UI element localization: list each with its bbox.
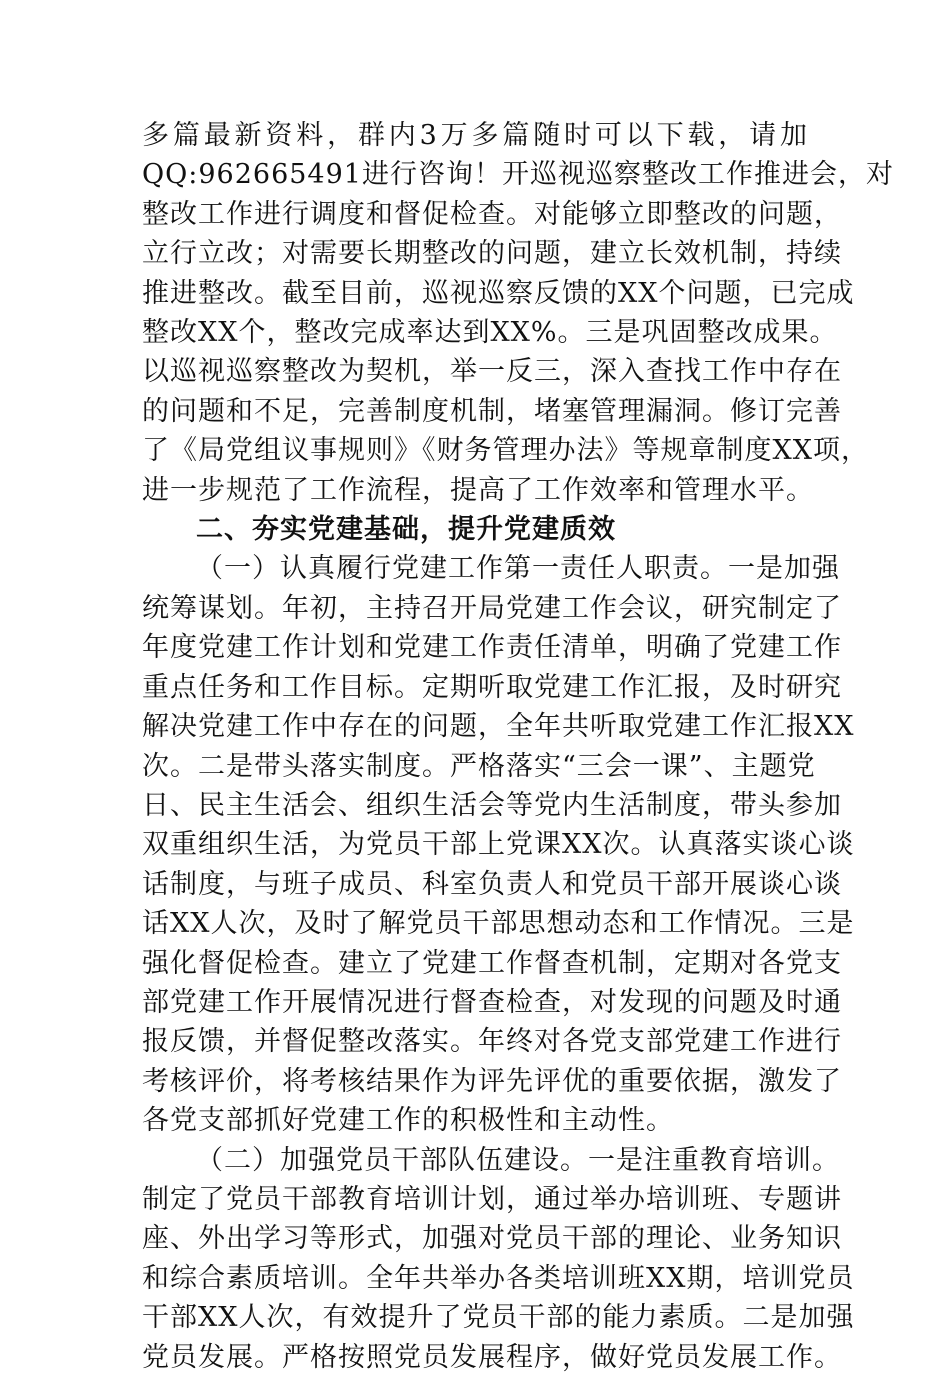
- text-line: 多篇最新资料，群内3万多篇随时可以下载，请加: [142, 120, 808, 151]
- document-body: [142, 116, 894, 1377]
- text-line: 年度党建工作计划和党建工作责任清单，明确了党建工作: [142, 632, 842, 664]
- text-line-first: [142, 1141, 840, 1180]
- text-fragment: 一是注重教育培训。: [588, 1144, 840, 1176]
- text-line: QQ:962665491进行咨询！开巡视巡察整改工作推进会，对: [142, 159, 894, 191]
- text-line: 整改工作进行调度和督促检查。对能够立即整改的问题，: [142, 198, 842, 230]
- paragraph-lead: （二）加强党员干部队伍建设。: [196, 1144, 588, 1176]
- text-line-first: [142, 549, 840, 588]
- paragraph-continuation: [142, 116, 894, 510]
- text-line: 部党建工作开展情况进行督查检查，对发现的问题及时通: [142, 986, 842, 1018]
- paragraph-lead: （一）认真履行党建工作第一责任人职责。: [196, 553, 728, 585]
- text-line: 干部XX人次，有效提升了党员干部的能力素质。二是加强: [142, 1302, 855, 1334]
- text-line: 话XX人次，及时了解党员干部思想动态和工作情况。三是: [142, 908, 855, 940]
- text-line: 推进整改。截至目前，巡视巡察反馈的XX个问题，已完成: [142, 277, 855, 309]
- text-line: 制定了党员干部教育培训计划，通过举办培训班、专题讲: [142, 1183, 842, 1215]
- text-line: 的问题和不足，完善制度机制，堵塞管理漏洞。修订完善: [142, 395, 842, 427]
- text-line: 座、外出学习等形式，加强对党员干部的理论、业务知识: [142, 1223, 842, 1255]
- text-line: 立行立改；对需要长期整改的问题，建立长效机制，持续: [142, 238, 842, 270]
- text-line: 解决党建工作中存在的问题，全年共听取党建工作汇报XX: [142, 711, 855, 743]
- text-line: 日、民主生活会、组织生活会等党内生活制度，带头参加: [142, 789, 842, 821]
- text-line: 考核评价，将考核结果作为评先评优的重要依据，激发了: [142, 1065, 842, 1097]
- text-line: 各党支部抓好党建工作的积极性和主动性。: [142, 1105, 674, 1137]
- text-line: 党员发展。严格按照党员发展程序，做好党员发展工作。: [142, 1341, 842, 1373]
- text-line: 进一步规范了工作流程，提高了工作效率和管理水平。: [142, 474, 814, 506]
- text-fragment: 一是加强: [728, 553, 840, 585]
- paragraph-cadre-team: [142, 1141, 855, 1377]
- text-line: 以巡视巡察整改为契机，举一反三，深入查找工作中存在: [142, 356, 842, 388]
- text-line: 整改XX个，整改完成率达到XX%。三是巩固整改成果。: [142, 317, 838, 349]
- text-line: 报反馈，并督促整改落实。年终对各党支部党建工作进行: [142, 1026, 842, 1058]
- text-line: 和综合素质培训。全年共举办各类培训班XX期，培训党员: [142, 1262, 855, 1294]
- text-line: 了《局党组议事规则》《财务管理办法》等规章制度XX项，: [142, 435, 869, 467]
- text-line: 强化督促检查。建立了党建工作督查机制，定期对各党支: [142, 947, 842, 979]
- text-line: 话制度，与班子成员、科室负责人和党员干部开展谈心谈: [142, 868, 842, 900]
- text-line: 次。二是带头落实制度。严格落实“三会一课”、主题党: [142, 750, 816, 782]
- text-line: 统筹谋划。年初，主持召开局党建工作会议，研究制定了: [142, 592, 842, 624]
- section-heading: 二、夯实党建基础，提升党建质效: [196, 514, 616, 546]
- text-line: 重点任务和工作目标。定期听取党建工作汇报，及时研究: [142, 671, 842, 703]
- text-line: 双重组织生活，为党员干部上党课XX次。认真落实谈心谈: [142, 829, 855, 861]
- paragraph-party-duty: [142, 549, 855, 1140]
